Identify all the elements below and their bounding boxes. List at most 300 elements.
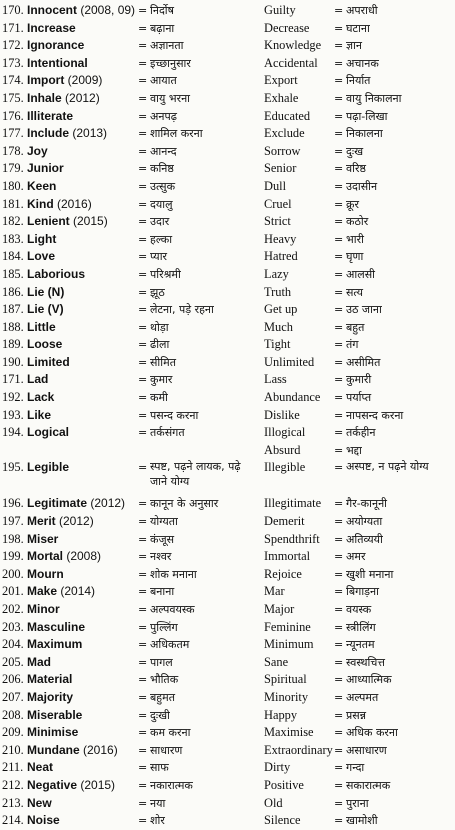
equals-sign: = xyxy=(334,144,344,158)
headword-text: Little xyxy=(27,319,56,334)
hindi-meaning: कंजूस xyxy=(150,532,175,546)
hindi-meaning: साफ xyxy=(150,761,169,775)
equals-sign: = xyxy=(138,638,148,652)
hindi-meaning: निर्दोष xyxy=(150,4,175,17)
antonym-hindi-meaning: अमर xyxy=(346,550,366,564)
antonym-hindi-meaning: निकालना xyxy=(346,127,383,141)
antonym: Exhale xyxy=(264,90,299,105)
equals-sign: = xyxy=(334,461,344,475)
entry-number: 211. xyxy=(2,760,24,775)
entry-number: 180. xyxy=(2,178,24,193)
antonym: Illogical xyxy=(264,425,306,440)
headword xyxy=(27,284,64,302)
headword xyxy=(27,566,64,584)
headword-text: New xyxy=(27,795,52,810)
equals-sign: = xyxy=(138,232,148,246)
entry-number: 178. xyxy=(2,143,24,158)
antonym-hindi-meaning: असाधारण xyxy=(346,743,387,757)
list-item xyxy=(0,742,455,760)
headword xyxy=(27,301,64,319)
headword xyxy=(27,248,55,266)
equals-sign: = xyxy=(138,497,148,511)
equals-sign: = xyxy=(138,320,148,334)
antonym: Illegible xyxy=(264,460,306,475)
list-item xyxy=(0,759,455,777)
equals-sign: = xyxy=(138,550,148,564)
headword-text: Lie (V) xyxy=(27,302,64,317)
entry-number: 196. xyxy=(2,496,24,511)
headword-text: Intentional xyxy=(27,55,88,70)
list-item xyxy=(0,513,455,531)
hindi-meaning: योग्यता xyxy=(150,515,178,529)
exam-year: (2012) xyxy=(61,90,100,105)
equals-sign: = xyxy=(138,391,148,405)
antonym: Minimum xyxy=(264,637,314,652)
list-item xyxy=(0,108,455,126)
hindi-meaning: सीमित xyxy=(150,355,176,369)
antonym-hindi-meaning: सकारात्मक xyxy=(346,778,391,792)
equals-sign: = xyxy=(138,761,148,775)
hindi-meaning: अनपढ़ xyxy=(150,109,177,123)
equals-sign: = xyxy=(334,515,344,529)
exam-year: (2008, 09) xyxy=(77,3,136,17)
list-item xyxy=(0,795,455,813)
list-item xyxy=(0,389,455,407)
hindi-meaning: पागल xyxy=(150,655,173,669)
equals-sign: = xyxy=(334,320,344,334)
entry-number: 205. xyxy=(2,654,24,669)
equals-sign: = xyxy=(334,708,344,722)
entry-number: 175. xyxy=(2,90,24,105)
entry-number: 203. xyxy=(2,619,24,634)
hindi-meaning: शामिल करना xyxy=(150,127,203,141)
headword xyxy=(27,336,62,354)
headword xyxy=(27,424,69,442)
headword-text: Love xyxy=(27,249,56,264)
list-item xyxy=(0,178,455,196)
equals-sign: = xyxy=(334,21,344,35)
headword xyxy=(27,72,102,90)
antonym-hindi-meaning: गैर-कानूनी xyxy=(346,497,388,511)
list-item xyxy=(0,566,455,584)
equals-sign: = xyxy=(138,250,148,264)
exam-year: (2013) xyxy=(69,126,108,141)
entry-number: 200. xyxy=(2,566,24,581)
headword-text: Loose xyxy=(27,337,63,352)
headword-text: Minor xyxy=(27,602,60,616)
equals-sign: = xyxy=(138,74,148,88)
antonym-hindi-meaning: अयोग्यता xyxy=(346,515,383,529)
equals-sign: = xyxy=(334,267,344,281)
antonym-hindi-meaning: आध्यात्मिक xyxy=(346,673,392,687)
equals-sign: = xyxy=(334,726,344,740)
headword xyxy=(27,759,53,777)
antonym: Maximise xyxy=(264,725,314,740)
equals-sign: = xyxy=(138,127,148,141)
antonym: Get up xyxy=(264,302,298,317)
entry-number: 213. xyxy=(2,795,24,810)
list-item xyxy=(0,495,455,513)
list-item xyxy=(0,777,455,795)
hindi-meaning: इच्छानुसार xyxy=(150,56,191,70)
exam-year: (2008) xyxy=(63,549,102,564)
equals-sign: = xyxy=(138,179,148,193)
antonym-hindi-meaning: खामोशी xyxy=(346,814,378,828)
antonym-hindi-meaning: वयस्क xyxy=(346,603,372,616)
equals-sign: = xyxy=(334,355,344,369)
hindi-meaning: शोक मनाना xyxy=(150,567,197,581)
headword xyxy=(27,2,135,20)
headword xyxy=(27,671,72,689)
headword xyxy=(27,742,118,760)
antonym-hindi-meaning: पुराना xyxy=(346,796,369,810)
equals-sign: = xyxy=(138,303,148,317)
antonym: Mar xyxy=(264,584,285,599)
equals-sign: = xyxy=(138,267,148,281)
antonym: Dirty xyxy=(264,760,291,775)
equals-sign: = xyxy=(334,391,344,405)
antonym-hindi-meaning: तंग xyxy=(346,338,359,352)
antonym: Unlimited xyxy=(264,354,315,369)
hindi-meaning: बनाना xyxy=(150,585,175,599)
exam-year: (2012) xyxy=(87,496,126,511)
headword xyxy=(27,548,101,566)
headword-text: Inhale xyxy=(27,90,62,105)
equals-sign: = xyxy=(138,655,148,669)
antonym-hindi-meaning: निर्यात xyxy=(346,74,371,88)
entry-number: 176. xyxy=(2,108,24,123)
headword xyxy=(27,319,56,337)
antonym-hindi-meaning: भारी xyxy=(346,232,364,246)
headword-text: Mourn xyxy=(27,566,64,581)
equals-sign: = xyxy=(334,814,344,828)
entry-number: 208. xyxy=(2,707,24,722)
antonym: Positive xyxy=(264,777,304,792)
antonym: Heavy xyxy=(264,231,297,246)
list-item xyxy=(0,125,455,143)
hindi-meaning: नकारात्मक xyxy=(150,778,193,792)
list-item xyxy=(0,424,455,442)
equals-sign: = xyxy=(138,21,148,35)
entry-number: 206. xyxy=(2,672,24,687)
equals-sign: = xyxy=(334,426,344,440)
equals-sign: = xyxy=(138,532,148,546)
list-item xyxy=(0,371,455,389)
antonym: Strict xyxy=(264,214,291,229)
antonym: Old xyxy=(264,795,283,810)
antonym-hindi-meaning: गन्दा xyxy=(346,761,365,775)
equals-sign: = xyxy=(138,4,148,17)
hindi-meaning: कम करना xyxy=(150,726,191,740)
equals-sign: = xyxy=(334,127,344,141)
hindi-meaning: अधिकतम xyxy=(150,638,190,652)
headword xyxy=(27,196,92,214)
entry-number: 187. xyxy=(2,302,24,317)
headword-text: Light xyxy=(27,231,57,246)
antonym-hindi-meaning: न्यूनतम xyxy=(346,638,375,652)
list-item xyxy=(0,407,455,425)
list-item xyxy=(0,619,455,637)
entry-number: 188. xyxy=(2,319,24,334)
exam-year: (2012) xyxy=(55,514,94,529)
headword-text: Kind xyxy=(27,196,54,211)
equals-sign: = xyxy=(334,285,344,299)
headword-text: Illiterate xyxy=(27,108,74,123)
list-item xyxy=(0,20,455,38)
equals-sign: = xyxy=(334,91,344,105)
entry-number: 173. xyxy=(2,55,24,70)
headword xyxy=(27,689,73,707)
antonym-hindi-meaning: भद्दा xyxy=(346,443,362,457)
equals-sign: = xyxy=(334,603,344,616)
headword-text: Mortal xyxy=(27,549,63,564)
headword xyxy=(27,812,60,830)
hindi-meaning: स्पष्ट, पढ़ने लायक, पढ़े जाने योग्य xyxy=(150,460,241,489)
antonym: Lass xyxy=(264,372,287,387)
antonym: Cruel xyxy=(264,196,292,211)
headword xyxy=(27,795,52,813)
headword xyxy=(27,108,73,126)
equals-sign: = xyxy=(138,426,148,440)
exam-year: (2014) xyxy=(57,584,96,599)
hindi-meaning: कानून के अनुसार xyxy=(150,497,219,511)
equals-sign: = xyxy=(138,285,148,299)
hindi-meaning: हल्का xyxy=(150,232,173,246)
antonym-hindi-meaning: स्त्रीलिंग xyxy=(346,620,376,634)
headword xyxy=(27,707,82,725)
equals-sign: = xyxy=(334,215,344,229)
headword-text: Increase xyxy=(27,20,76,35)
hindi-meaning: शोर xyxy=(150,814,165,828)
hindi-meaning: उत्सुक xyxy=(150,179,176,193)
antonym-hindi-meaning: नापसन्द करना xyxy=(346,408,404,422)
antonym: Rejoice xyxy=(264,566,302,581)
antonym: Silence xyxy=(264,813,301,828)
headword xyxy=(27,20,76,38)
entry-number: 207. xyxy=(2,689,24,704)
headword-text: Joy xyxy=(27,143,48,158)
headword-text: Masculine xyxy=(27,619,86,634)
hindi-meaning: ढीला xyxy=(150,338,170,352)
hindi-meaning: वायु भरना xyxy=(150,91,191,105)
antonym: Spiritual xyxy=(264,672,307,687)
antonym-hindi-meaning: अचानक xyxy=(346,56,379,70)
equals-sign: = xyxy=(334,796,344,810)
antonym: Minority xyxy=(264,689,309,704)
equals-sign: = xyxy=(334,303,344,317)
equals-sign: = xyxy=(138,373,148,387)
headword xyxy=(27,371,48,389)
list-item xyxy=(0,301,455,319)
exam-year: (2016) xyxy=(79,742,118,757)
equals-sign: = xyxy=(334,778,344,792)
entry-number: 174. xyxy=(2,73,24,88)
hindi-meaning: थोड़ा xyxy=(150,320,169,334)
equals-sign: = xyxy=(138,144,148,158)
entry-number: 214. xyxy=(2,813,24,828)
antonym-hindi-meaning: क्रूर xyxy=(346,197,359,211)
antonym: Truth xyxy=(264,284,292,299)
list-item xyxy=(0,72,455,90)
equals-sign: = xyxy=(334,74,344,88)
equals-sign: = xyxy=(138,39,148,53)
antonym-hindi-meaning: उठ जाना xyxy=(346,303,382,317)
entry-number: 197. xyxy=(2,514,24,529)
exam-year: (2016) xyxy=(53,196,92,211)
headword-text: Laborious xyxy=(27,266,86,281)
list-item xyxy=(0,671,455,689)
equals-sign: = xyxy=(138,585,148,599)
antonym-hindi-meaning: खुशी मनाना xyxy=(346,567,394,581)
list-item xyxy=(0,284,455,302)
hindi-meaning: प्यार xyxy=(150,250,168,264)
entry-number: 193. xyxy=(2,407,24,422)
antonym: Demerit xyxy=(264,514,305,529)
antonym: Feminine xyxy=(264,619,311,634)
antonym: Lazy xyxy=(264,266,289,281)
headword xyxy=(27,495,125,513)
antonym: Immortal xyxy=(264,549,311,564)
headword-text: Lad xyxy=(27,372,49,387)
hindi-meaning: नया xyxy=(150,796,166,810)
headword xyxy=(27,531,58,549)
entry-number: 189. xyxy=(2,337,24,352)
equals-sign: = xyxy=(334,232,344,246)
list-item xyxy=(0,90,455,108)
entry-number: 209. xyxy=(2,725,24,740)
headword xyxy=(27,601,60,619)
antonym-hindi-meaning: असीमित xyxy=(346,355,381,369)
list-item xyxy=(0,55,455,73)
hindi-meaning: अज्ञानता xyxy=(150,39,184,53)
headword xyxy=(27,513,94,531)
headword-text: Maximum xyxy=(27,637,83,652)
antonym-hindi-meaning: उदासीन xyxy=(346,179,378,193)
headword-text: Like xyxy=(27,407,52,422)
list-item xyxy=(0,531,455,549)
list-item xyxy=(0,37,455,55)
entry-number: 171. xyxy=(2,20,24,35)
equals-sign: = xyxy=(138,796,148,810)
equals-sign: = xyxy=(334,109,344,123)
hindi-meaning: कमी xyxy=(150,391,168,405)
headword-text: Legitimate xyxy=(27,496,88,511)
equals-sign: = xyxy=(334,550,344,564)
headword xyxy=(27,178,56,196)
entry-number: 195. xyxy=(2,460,24,475)
hindi-meaning: कुमार xyxy=(150,373,173,387)
list-item xyxy=(0,231,455,249)
antonym: Extraordinary xyxy=(264,742,333,757)
list-item xyxy=(0,442,455,460)
hindi-meaning: उदार xyxy=(150,215,170,229)
antonym: Absurd xyxy=(264,442,301,457)
entry-number: 212. xyxy=(2,777,24,792)
antonym: Accidental xyxy=(264,55,318,70)
headword xyxy=(27,583,95,601)
antonym: Abundance xyxy=(264,390,321,405)
entry-number: 182. xyxy=(2,214,24,229)
antonym: Dislike xyxy=(264,407,300,422)
hindi-meaning: पसन्द करना xyxy=(150,408,199,422)
equals-sign: = xyxy=(334,585,344,599)
list-item xyxy=(0,213,455,231)
equals-sign: = xyxy=(138,515,148,529)
headword-text: Miser xyxy=(27,531,59,546)
headword xyxy=(27,55,88,73)
antonym: Knowledge xyxy=(264,38,322,53)
equals-sign: = xyxy=(138,197,148,211)
headword xyxy=(27,619,85,637)
entry-number: 192. xyxy=(2,390,24,405)
headword-text: Minimise xyxy=(27,725,79,740)
list-item xyxy=(0,812,455,830)
antonym-hindi-meaning: वरिष्ठ xyxy=(346,162,366,176)
headword xyxy=(27,407,51,425)
equals-sign: = xyxy=(138,215,148,229)
antonym: Senior xyxy=(264,161,297,176)
headword xyxy=(27,37,84,55)
antonym-hindi-meaning: आलसी xyxy=(346,267,375,281)
equals-sign: = xyxy=(334,761,344,775)
antonym: Exclude xyxy=(264,126,305,141)
antonym: Decrease xyxy=(264,20,310,35)
hindi-meaning: तर्कसंगत xyxy=(150,426,185,440)
exam-year: (2015) xyxy=(69,214,108,229)
antonym-hindi-meaning: अस्पष्ट, न पढ़ने योग्य xyxy=(346,460,429,474)
headword-text: Include xyxy=(27,126,70,141)
headword-text: Lack xyxy=(27,390,55,405)
headword-text: Import xyxy=(27,73,65,88)
antonym-hindi-meaning: वायु निकालना xyxy=(346,91,402,105)
antonym: Guilty xyxy=(264,3,296,17)
list-item xyxy=(0,143,455,161)
list-item xyxy=(0,354,455,372)
equals-sign: = xyxy=(334,620,344,634)
headword-text: Make xyxy=(27,584,58,599)
entry-number: 186. xyxy=(2,284,24,299)
equals-sign: = xyxy=(334,655,344,669)
hindi-meaning: परिश्रमी xyxy=(150,267,181,281)
antonym-hindi-meaning: अल्पमत xyxy=(346,690,379,704)
headword-text: Mad xyxy=(27,654,51,669)
antonym-hindi-meaning: घटाना xyxy=(346,21,370,35)
exam-year: (2015) xyxy=(77,777,116,792)
headword xyxy=(27,389,54,407)
headword xyxy=(27,213,108,231)
antonym: Happy xyxy=(264,707,298,722)
antonym-hindi-meaning: पर्याप्त xyxy=(346,391,372,405)
equals-sign: = xyxy=(334,250,344,264)
equals-sign: = xyxy=(138,109,148,123)
entry-number: 181. xyxy=(2,196,24,211)
entry-number: 190. xyxy=(2,354,24,369)
antonym-hindi-meaning: पढ़ा-लिखा xyxy=(346,109,388,123)
list-item xyxy=(0,583,455,601)
headword xyxy=(27,354,70,372)
antonym: Major xyxy=(264,602,295,616)
headword-text: Noise xyxy=(27,813,60,828)
equals-sign: = xyxy=(334,743,344,757)
entry-number: 185. xyxy=(2,266,24,281)
equals-sign: = xyxy=(138,743,148,757)
equals-sign: = xyxy=(334,673,344,687)
headword xyxy=(27,125,107,143)
entry-number: 194. xyxy=(2,425,24,440)
hindi-meaning: झूठ xyxy=(150,285,165,299)
antonym-hindi-meaning: सत्य xyxy=(346,285,364,299)
headword xyxy=(27,724,78,742)
